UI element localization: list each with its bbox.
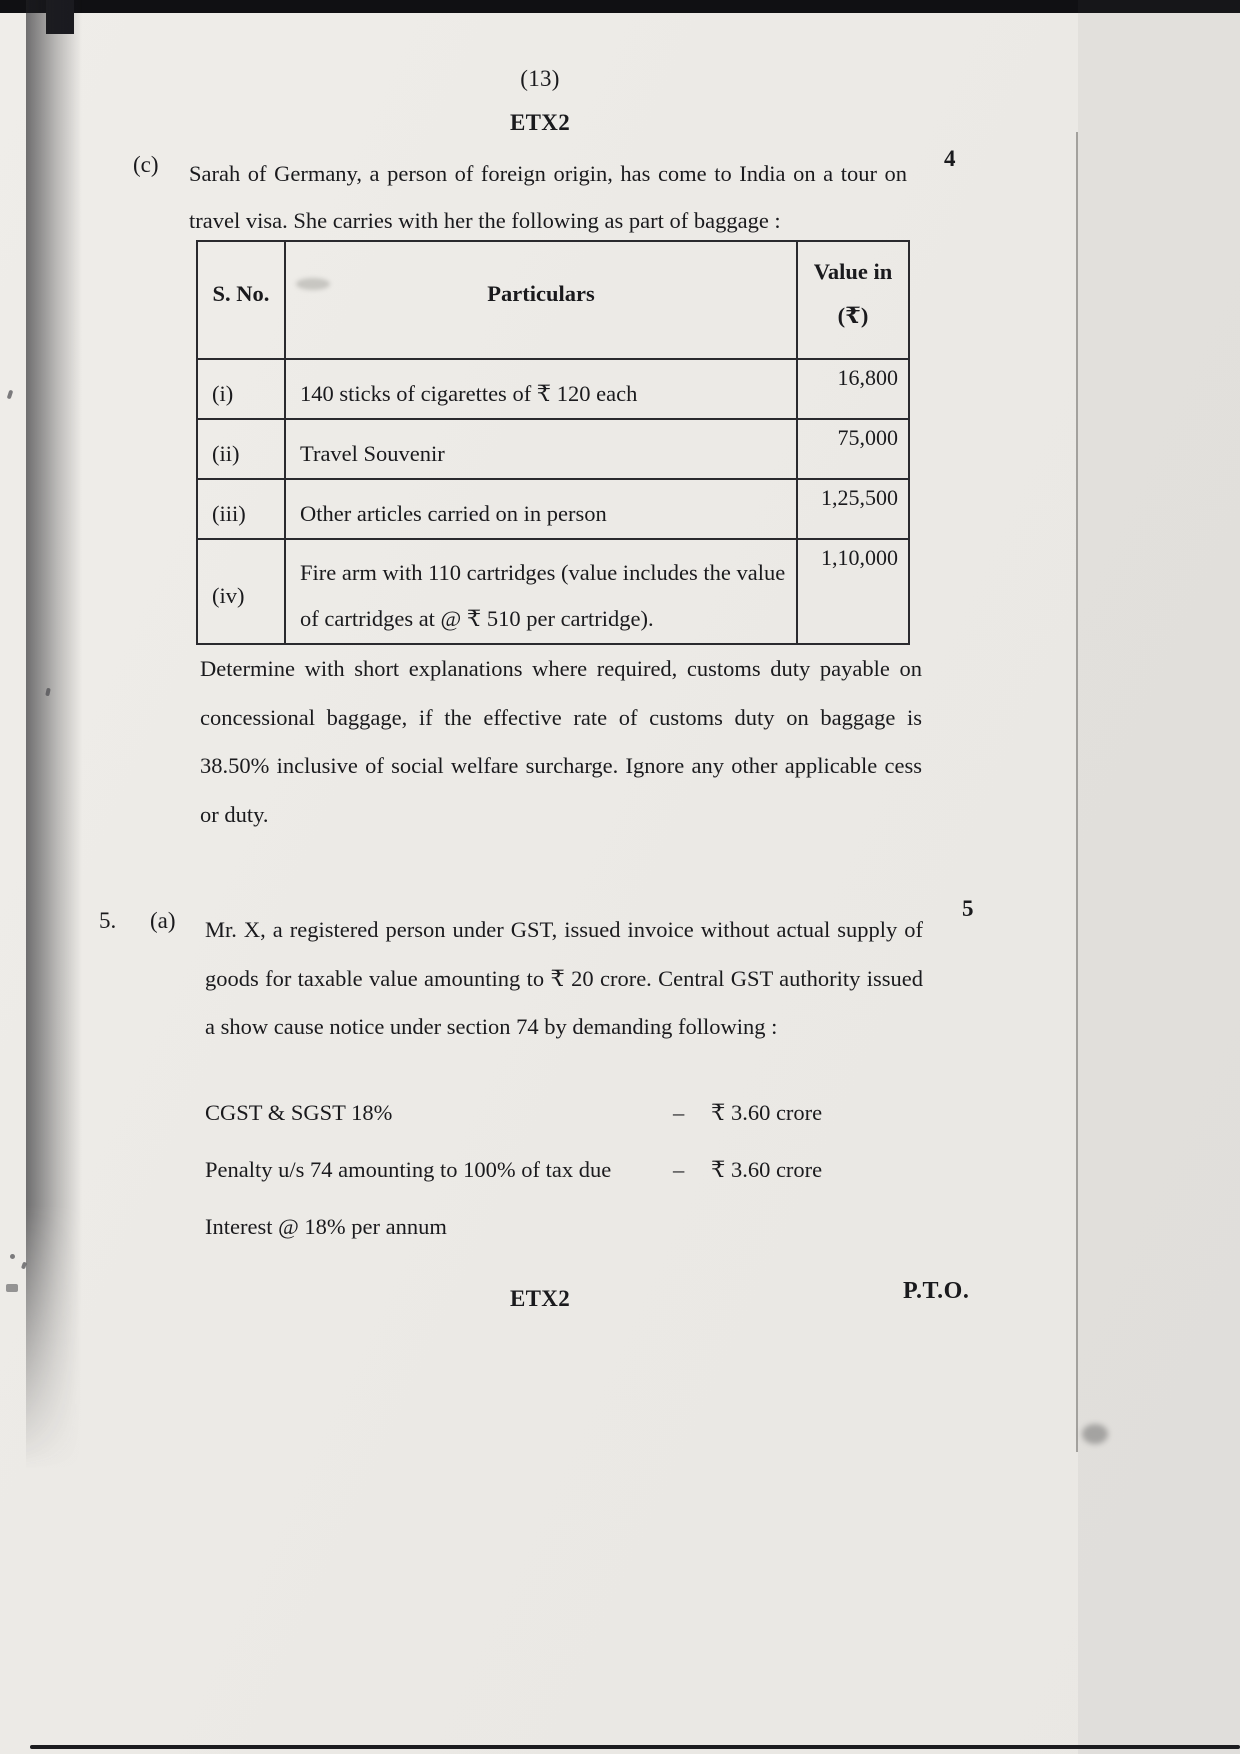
row-particulars: Other articles carried on in person [285,479,797,539]
page-right-edge-line [1076,132,1078,1452]
pto-label: P.T.O. [903,1278,970,1304]
row-particulars: Fire arm with 110 cartridges (value includes the value of cartridges at @ ₹ 510 per cartridge). [285,539,797,644]
question-5a-body: Mr. X, a registered person under GST, issued invoice without actual supply of goods for taxable value amounting to ₹ 20 crore. Central GST authority issued a show cause notice under section 74 by demanding following : [205,917,923,1039]
baggage-table-header-row [197,241,909,359]
header-sno [197,241,285,359]
question-5-number: 5. [99,908,117,933]
demand-amount: ₹ 3.60 crore [711,1100,823,1125]
header-sno-label: S. No. [212,280,270,306]
baggage-table [196,240,910,645]
question-c-marks: 4 [944,146,956,171]
row-particulars: Travel Souvenir [285,419,797,479]
row-value: 1,10,000 [797,539,909,644]
demand-row-penalty [205,1155,945,1185]
table-row [197,419,909,479]
scan-smudge [1082,1424,1108,1444]
table-row [197,479,909,539]
paper-code-header: ETX2 [510,110,570,135]
scan-speck [10,1254,15,1259]
table-row [197,539,909,644]
header-value [797,241,909,359]
page-right-shade [1078,0,1240,1754]
page-spine-shadow [26,0,82,1470]
header-value-line1: Value in [813,258,893,284]
row-particulars: 140 sticks of cigarettes of ₹ 120 each [285,359,797,419]
demand-dash: – [673,1157,685,1182]
header-particulars [285,241,797,359]
question-c-label: (c) [133,152,159,177]
header-value-line2: (₹) [837,302,869,328]
row-sno: (ii) [197,419,285,479]
demand-row-interest [205,1212,945,1242]
row-value: 1,25,500 [797,479,909,539]
scan-speck [7,390,14,400]
demand-label: Penalty u/s 74 amounting to 100% of tax due [205,1157,612,1182]
paper-code-footer: ETX2 [510,1286,570,1311]
row-sno: (iv) [197,539,285,644]
demand-row-cgst-sgst [205,1098,945,1128]
table-row [197,359,909,419]
row-value: 75,000 [797,419,909,479]
question-c-body: Determine with short explanations where required, customs duty payable on concessional baggage, if the effective rate of customs duty on baggage is 38.50% inclusive of social welfare surcharge. Ignore any other applicable cess or duty. [200,656,922,827]
question-c-intro: Sarah of Germany, a person of foreign origin, has come to India on a tour on travel visa. She carries with her the following as part of baggage : [189,161,907,233]
scan-bottom-edge [30,1745,1240,1749]
header-particulars-label: Particulars [487,280,595,306]
demand-amount: ₹ 3.60 crore [711,1157,823,1182]
demand-label: CGST & SGST 18% [205,1100,393,1125]
demand-dash: – [673,1100,685,1125]
scan-top-edge [0,0,1240,13]
row-sno: (iii) [197,479,285,539]
demand-label: Interest @ 18% per annum [205,1214,447,1239]
question-5a-label: (a) [150,908,176,933]
row-value: 16,800 [797,359,909,419]
page-number: (13) [520,66,560,91]
demand-list [205,1098,945,1269]
question-5-marks: 5 [962,896,974,921]
row-sno: (i) [197,359,285,419]
